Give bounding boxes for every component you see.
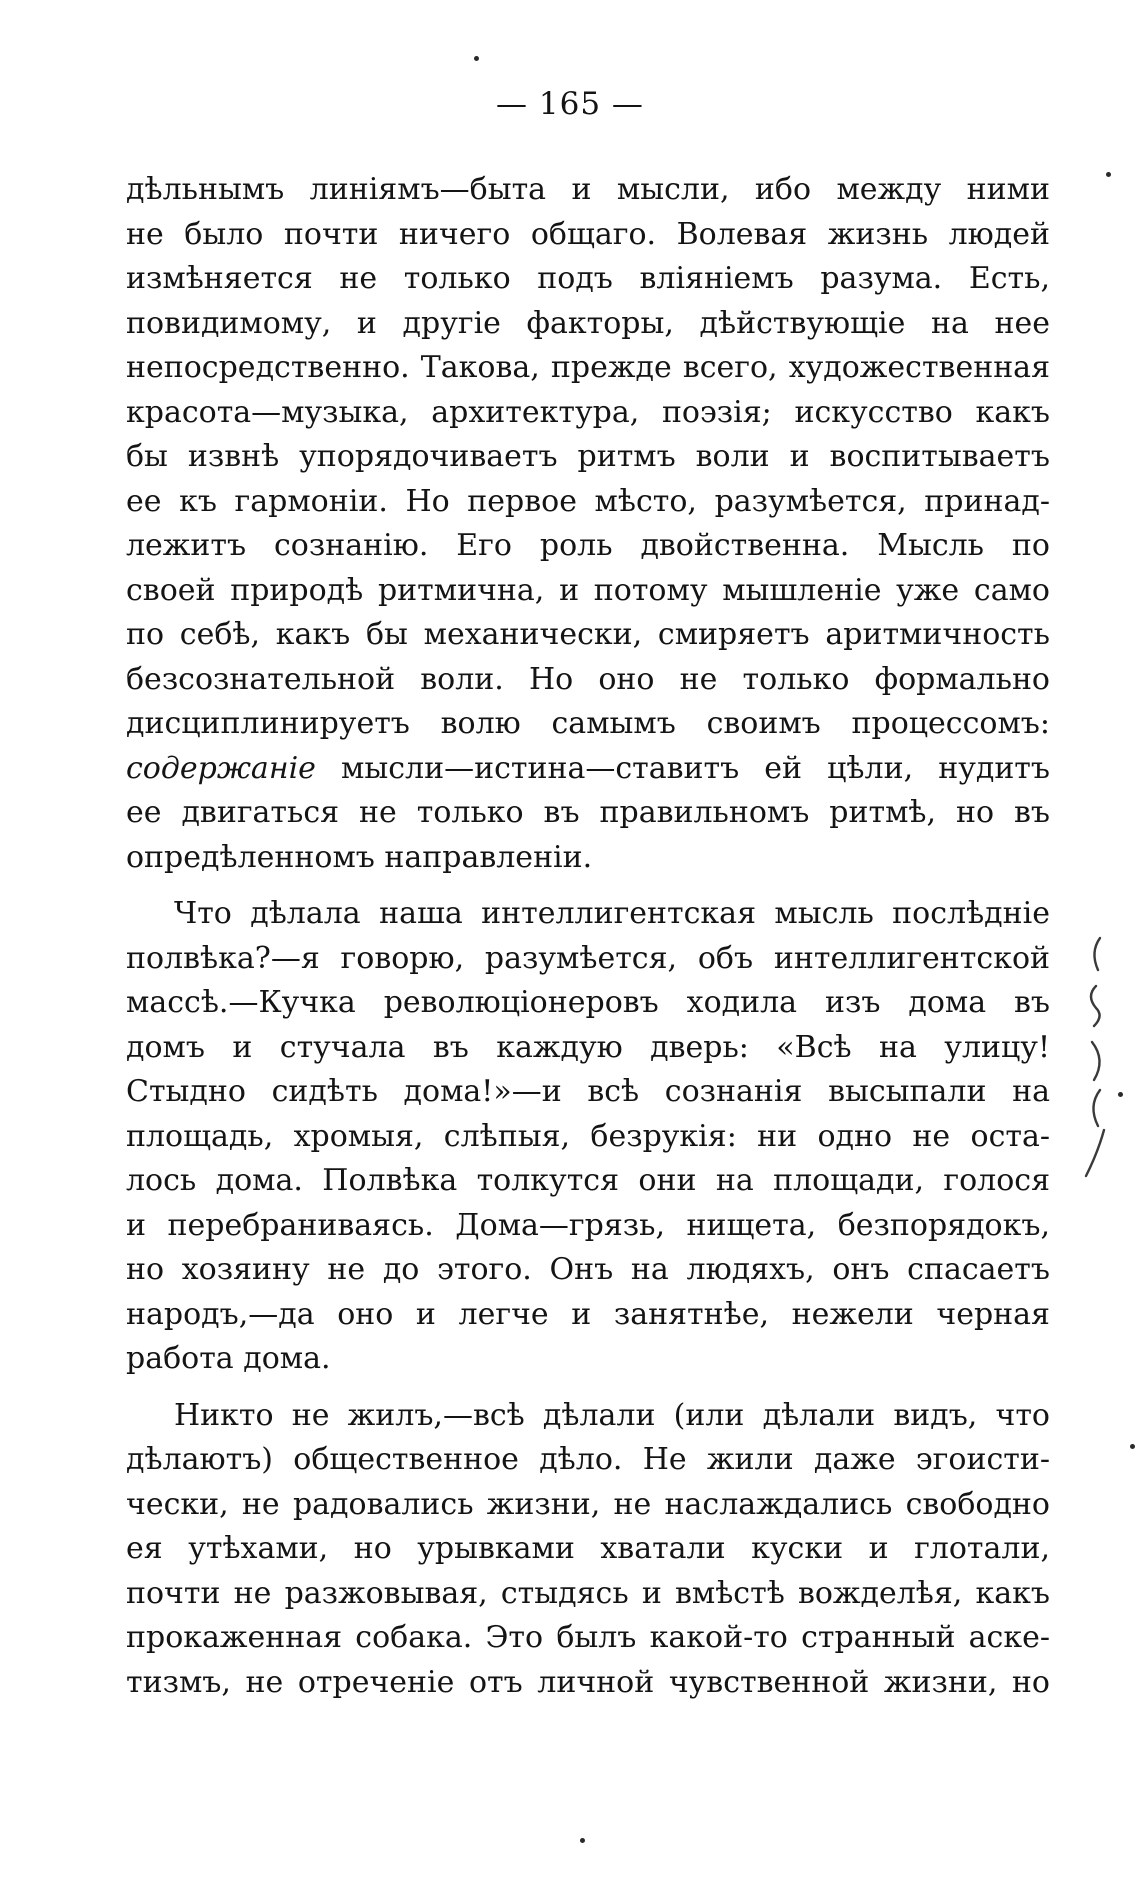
text-line: Что дѣлала наша интеллигентская мысль послѣдніе — [174, 896, 1050, 931]
text-line: ее къ гармоніи. Но первое мѣсто, разумѣется, принад- — [126, 483, 1050, 519]
text-line: полвѣка?—я говорю, разумѣется, объ интеллигентской — [126, 940, 1050, 976]
text-line: народъ,—да оно и легче и занятнѣе, нежели черная — [126, 1296, 1050, 1332]
text-line: опредѣленномъ направленіи. — [126, 839, 593, 875]
paragraph-1 — [126, 168, 1050, 880]
paragraph-gap — [126, 1382, 1050, 1394]
ink-speck-right-low — [1130, 1444, 1135, 1449]
paragraph-gap — [126, 880, 1050, 892]
italic-word: содержаніе — [126, 750, 316, 786]
text-line: измѣняется не только подъ вліяніемъ разума. Есть, — [126, 261, 1050, 296]
margin-stroke-3 — [1092, 1042, 1100, 1080]
text-line: площадь, хромыя, слѣпыя, безрукія: ни одно не оста- — [126, 1118, 1050, 1154]
text-line: чески, не радовались жизни, не наслаждались свободно — [126, 1486, 1050, 1522]
text-line: дѣльнымъ линіямъ—быта и мысли, ибо между ними — [126, 172, 1050, 207]
margin-stroke-4 — [1093, 1090, 1100, 1126]
text-line: прокаженная собака. Это былъ какой-то странный аске- — [126, 1620, 1050, 1655]
italic-line-rest: мысли—истина—ставитъ ей цѣли, нудитъ — [315, 750, 1050, 786]
text-line: тизмъ, не отреченіе отъ личной чувственной жизни, но — [126, 1664, 1050, 1700]
text-line: домъ и стучала въ каждую дверь: «Всѣ на улицу! — [126, 1029, 1050, 1065]
text-line: своей природѣ ритмична, и потому мышленіе уже само — [126, 572, 1050, 608]
text-line: работа дома. — [126, 1341, 331, 1376]
text-line: и перебраниваясь. Дома—грязь, нищета, безпорядокъ, — [126, 1207, 1050, 1243]
text-line-with-italic — [126, 747, 1050, 792]
margin-stroke-5 — [1086, 1130, 1104, 1176]
text-line: по себѣ, какъ бы механически, смиряетъ аритмичность — [126, 617, 1050, 652]
paragraph-3 — [126, 1394, 1050, 1706]
text-line: безсознательной воли. Но оно не только формально — [126, 661, 1050, 697]
text-line: непосредственно. Такова, прежде всего, художественная — [126, 350, 1050, 385]
text-line: лежитъ сознанію. Его роль двойственна. Мысль по — [126, 528, 1050, 563]
text-line: ее двигаться не только въ правильномъ ритмѣ, но въ — [126, 795, 1050, 830]
text-line: дѣлаютъ) общественное дѣло. Не жили даже эгоисти- — [126, 1442, 1050, 1477]
text-line: ея утѣхами, но урывками хватали куски и глотали, — [126, 1531, 1050, 1566]
ink-speck-right-top — [1106, 172, 1111, 177]
ink-speck-top — [474, 56, 479, 61]
margin-stroke-1 — [1094, 938, 1100, 970]
paragraph-2 — [126, 892, 1050, 1382]
text-line: массѣ.—Кучка революціонеровъ ходила изъ дома въ — [126, 985, 1050, 1020]
ink-speck-bottom — [580, 1838, 585, 1843]
text-line: красота—музыка, архитектура, поэзія; искусство какъ — [126, 394, 1050, 430]
text-line: не было почти ничего общаго. Волевая жизнь людей — [126, 216, 1050, 252]
text-line: Стыдно сидѣть дома!»—и всѣ сознанія высыпали на — [126, 1074, 1050, 1109]
margin-pencil-mark — [1082, 930, 1122, 1190]
page-number: — 165 — — [496, 86, 644, 122]
margin-stroke-2 — [1091, 986, 1100, 1026]
text-line: но хозяину не до этого. Онъ на людяхъ, онъ спасаетъ — [126, 1252, 1050, 1287]
text-line: почти не разжовывая, стыдясь и вмѣстѣ вожделѣя, какъ — [126, 1575, 1050, 1611]
body-text — [126, 168, 1050, 1705]
text-line: бы извнѣ упорядочиваетъ ритмъ воли и воспитываетъ — [126, 439, 1050, 474]
text-line: Никто не жилъ,—всѣ дѣлали (или дѣлали видъ, что — [174, 1397, 1050, 1433]
text-line: повидимому, и другіе факторы, дѣйствующіе на нее — [126, 305, 1050, 341]
text-line: дисциплинируетъ волю самымъ своимъ процессомъ: — [126, 706, 1050, 741]
text-line: лось дома. Полвѣка толкутся они на площади, голося — [126, 1163, 1050, 1198]
